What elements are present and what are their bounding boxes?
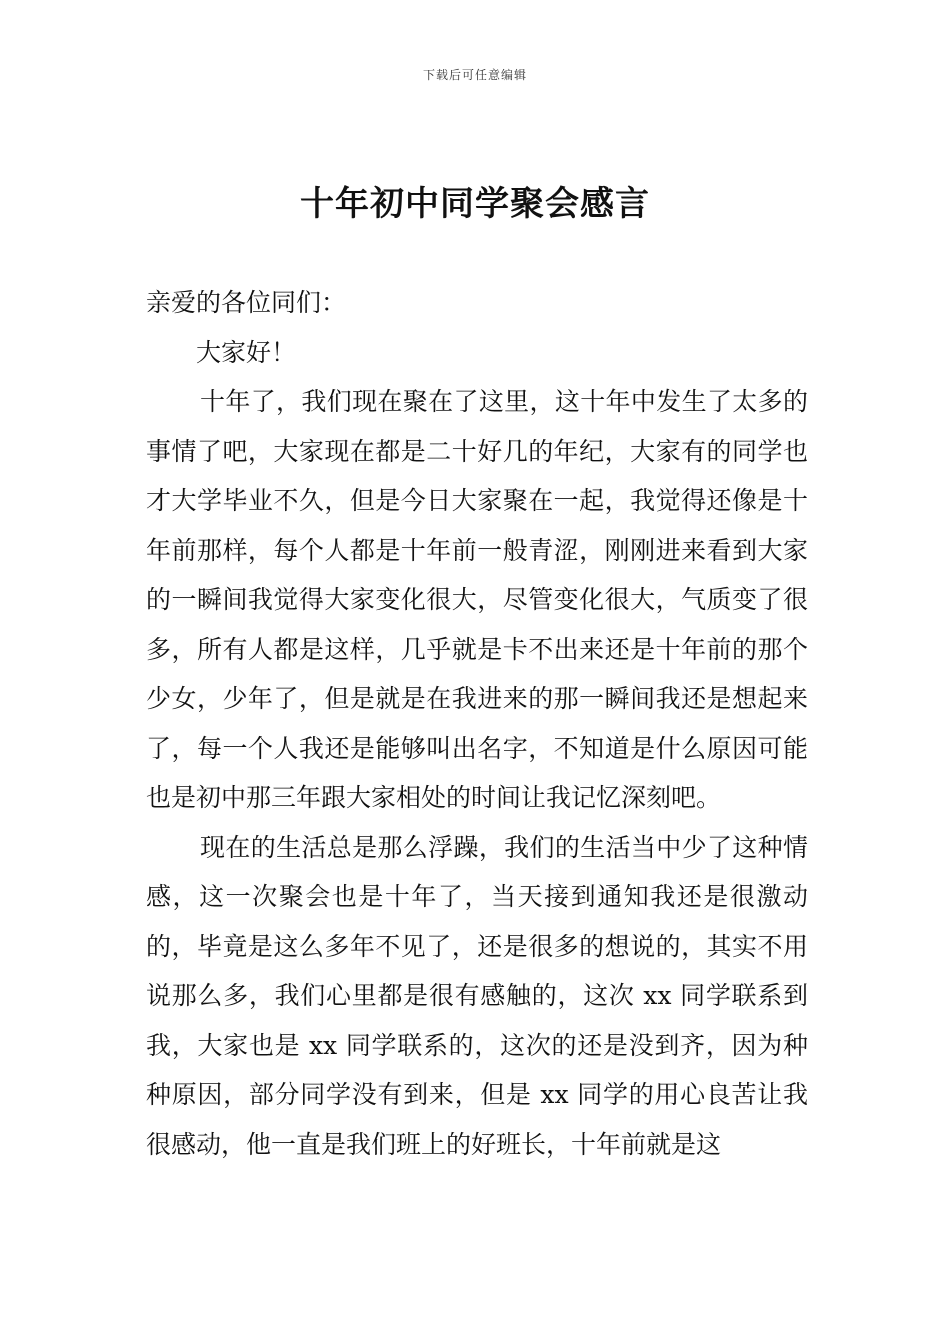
page-header-note: 下载后可任意编辑 — [422, 68, 527, 82]
document-title: 十年初中同学聚会感言 — [300, 184, 650, 224]
paragraph-1: 十年了，我们现在聚在了这里，这十年中发生了太多的事情了吧，大家现在都是二十好几的年纪，大家有的同学也才大学毕业不久，但是今日大家聚在一起，我觉得还像是十年前那样，每个人都是十年前一般青涩，刚刚进来看到大家的一瞬间我觉得大家变化很大，尽管变化很大，气质变了很多，所有人都是这样，几乎就是卡不出来还是十年前的那个少女，少年了，但是就是在我进来的那一瞬间我还是想起来了，每一个人我还是能够叫出名字，不知道是什么原因可能也是初中那三年跟大家相处的时间让我记忆深刻吧。 — [146, 387, 808, 812]
salutation-line: 大家好！ — [196, 337, 297, 367]
document-body — [146, 278, 808, 1169]
greeting-line: 亲爱的各位同们： — [146, 288, 347, 317]
paragraph-2: 现在的生活总是那么浮躁，我们的生活当中少了这种情感，这一次聚会也是十年了，当天接到通知我还是很激动的，毕竟是这么多年不见了，还是很多的想说的，其实不用说那么多，我们心里都是很有感触的，这次 xx 同学联系到我，大家也是 xx 同学联系的，这次的还是没到齐，因为种种原因，部分同学没有到来，但是 xx 同学的用心良苦让我很感动，他一直是我们班上的好班长，十年前就是这 — [146, 832, 808, 1159]
